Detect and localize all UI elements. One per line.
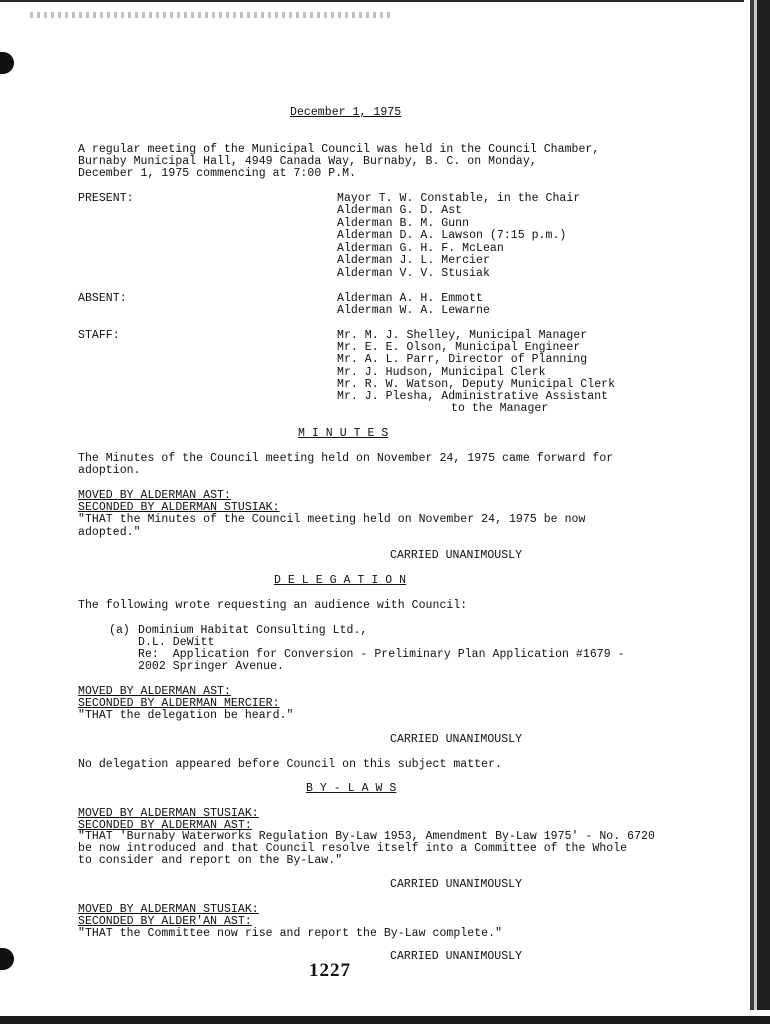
moved-by: MOVED BY ALDERMAN STUSIAK: xyxy=(78,807,259,820)
minutes-text: adoption. xyxy=(78,464,141,477)
motion-text: be now introduced and that Council resolve itself into a Committee of the Whole xyxy=(78,842,628,855)
motion-text: "THAT 'Burnaby Waterworks Regulation By-Law 1953, Amendment By-Law 1975' - No. 6720 xyxy=(78,830,655,843)
staff-member-continued: to the Manager xyxy=(451,402,549,415)
intro-line: December 1, 1975 commencing at 7:00 P.M. xyxy=(78,167,357,180)
seconded-by: SECONDED BY ALDERMAN MERCIER: xyxy=(78,697,280,710)
motion-text: "THAT the Committee now rise and report the By-Law complete." xyxy=(78,927,503,940)
absent-member: Alderman W. A. Lewarne xyxy=(337,304,490,317)
moved-by: MOVED BY ALDERMAN AST: xyxy=(78,489,231,502)
motion-result: CARRIED UNANIMOUSLY xyxy=(390,878,523,891)
delegation-item: Re: Application for Conversion - Preliminary Plan Application #1679 - xyxy=(138,648,625,661)
staff-member: Mr. A. L. Parr, Director of Planning xyxy=(337,353,588,366)
moved-by: MOVED BY ALDERMAN AST: xyxy=(78,685,231,698)
staff-label: STAFF: xyxy=(78,329,120,342)
staff-member: Mr. M. J. Shelley, Municipal Manager xyxy=(337,329,588,342)
absent-member: Alderman A. H. Emmott xyxy=(337,292,483,305)
motion-text: to consider and report on the By-Law." xyxy=(78,854,343,867)
delegation-text: The following wrote requesting an audience with Council: xyxy=(78,599,468,612)
present-member: Alderman D. A. Lawson (7:15 p.m.) xyxy=(337,229,567,242)
delegation-item: D.L. DeWitt xyxy=(138,636,215,649)
motion-result: CARRIED UNANIMOUSLY xyxy=(390,549,523,562)
scan-bottom-edge xyxy=(0,1010,770,1024)
moved-by: MOVED BY ALDERMAN STUSIAK: xyxy=(78,903,259,916)
intro-line: A regular meeting of the Municipal Council was held in the Council Chamber, xyxy=(78,143,600,156)
present-label: PRESENT: xyxy=(78,192,134,205)
minutes-heading: M I N U T E S xyxy=(298,427,389,440)
delegation-item-marker: (a) xyxy=(109,624,130,637)
motion-text: adopted." xyxy=(78,526,141,539)
page-number: 1227 xyxy=(309,960,351,981)
staff-member: Mr. J. Plesha, Administrative Assistant xyxy=(337,390,609,403)
delegation-item: Dominium Habitat Consulting Ltd., xyxy=(138,624,368,637)
absent-label: ABSENT: xyxy=(78,292,127,305)
minutes-text: The Minutes of the Council meeting held on November 24, 1975 came forward for xyxy=(78,452,614,465)
staff-member: Mr. J. Hudson, Municipal Clerk xyxy=(337,366,546,379)
present-member: Alderman B. M. Gunn xyxy=(337,217,470,230)
motion-result: CARRIED UNANIMOUSLY xyxy=(390,733,523,746)
intro-line: Burnaby Municipal Hall, 4949 Canada Way, Burnaby, B. C. on Monday, xyxy=(78,155,537,168)
delegation-note: No delegation appeared before Council on this subject matter. xyxy=(78,758,503,771)
motion-text: "THAT the delegation be heard." xyxy=(78,709,294,722)
present-member: Alderman G. H. F. McLean xyxy=(337,242,504,255)
bylaws-heading: B Y - L A W S xyxy=(306,782,397,795)
delegation-item: 2002 Springer Avenue. xyxy=(138,660,284,673)
present-member: Alderman V. V. Stusiak xyxy=(337,267,490,280)
seconded-by: SECONDED BY ALDERMAN AST: xyxy=(78,819,252,832)
scan-right-edge xyxy=(744,0,770,1024)
present-member: Alderman J. L. Mercier xyxy=(337,254,490,267)
staff-member: Mr. E. E. Olson, Municipal Engineer xyxy=(337,341,581,354)
delegation-heading: D E L E G A T I O N xyxy=(274,574,407,587)
present-member: Mayor T. W. Constable, in the Chair xyxy=(337,192,581,205)
meeting-date: December 1, 1975 xyxy=(290,106,402,119)
seconded-by: SECONDED BY ALDERMAN STUSIAK: xyxy=(78,501,280,514)
present-member: Alderman G. D. Ast xyxy=(337,204,463,217)
staff-member: Mr. R. W. Watson, Deputy Municipal Clerk xyxy=(337,378,616,391)
seconded-by: SECONDED BY ALDER'AN AST: xyxy=(78,915,252,928)
motion-result: CARRIED UNANIMOUSLY xyxy=(390,950,523,963)
motion-text: "THAT the Minutes of the Council meeting held on November 24, 1975 be now xyxy=(78,513,586,526)
